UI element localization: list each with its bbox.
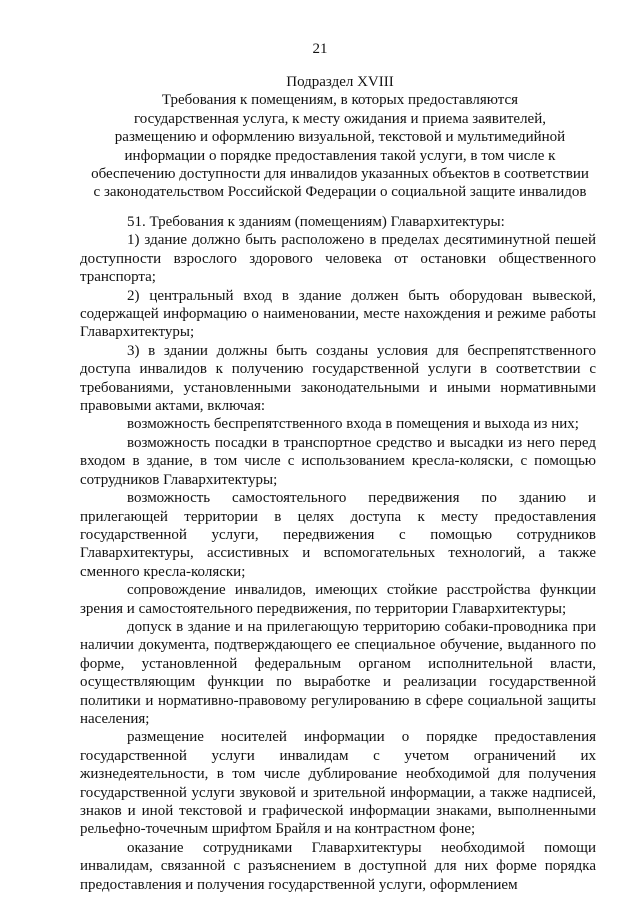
sub-item: сопровождение инвалидов, имеющих стойкие расстройства функции зрения и самостоятельного передвижения, по территории Главархитектуры; (80, 582, 596, 617)
sub-item: размещение носителей информации о порядке предоставления государственной услуги инвалидам с учетом ограничений их жизнедеятельности, в том числе дублирование необходимой для получения государственной услуги звуковой и зрительной информации, а также надписей, знаков и иной текстовой и графической информации знаками, выполненными рельефно-точечным шрифтом Брайля и на контрастном фоне; (80, 729, 596, 838)
list-item: 1) здание должно быть расположено в пределах десятиминутной пешей доступности взрослого здорового человека от остановки общественного транспорта; (80, 232, 596, 286)
sub-item: возможность самостоятельного передвижения по зданию и прилегающей территории в целях доступа к месту предоставления государственной услуги, передвижения с помощью сотрудников Главархитектуры, ассистивных и вспомогательных технологий, а также сменного кресла-коляски; (80, 490, 596, 580)
list-item: 3) в здании должны быть созданы условия для беспрепятственного доступа инвалидов к получению государственной услуги в соответствии с требованиями, установленными законодательными и иными нормативными правовыми актами, включая: (80, 342, 596, 415)
header-line: Требования к помещениям, в которых предоставляются (161, 92, 519, 109)
header-line: размещению и оформлению визуальной, текстовой и мультимедийной (114, 129, 566, 146)
clause-heading: 51. Требования к зданиям (помещениям) Главархитектуры: (127, 214, 505, 230)
sub-item: возможность беспрепятственного входа в помещения и выхода из них; (127, 416, 579, 433)
list-item: 2) центральный вход в здание должен быть оборудован вывеской, содержащей информацию о наименовании, месте нахождения и режиме работы Главархитектуры; (80, 287, 596, 341)
sub-item: допуск в здание и на прилегающую территорию собаки-проводника при наличии документа, подтверждающего ее специальное обучение, выданного по форме, установленной федеральным органом исполнительной власти, осуществляющим функции по выработке и реализации государственной политики и нормативно-правовому регулированию в сфере социальной защиты населения; (80, 618, 596, 727)
header-line: с законодательством Российской Федерации о социальной защите инвалидов (93, 184, 587, 201)
subsection-title: Подраздел XVIII (286, 74, 394, 90)
sub-item: оказание сотрудниками Главархитектуры необходимой помощи инвалидам, связанной с разъяснением в доступной для них форме порядка предоставления и получения государственной услуги, оформлением (80, 839, 596, 893)
section-header (80, 73, 600, 202)
sub-item: возможность посадки в транспортное средство и высадки из него перед входом в здание, в том числе с использованием кресла-коляски, с помощью сотрудников Главархитектуры; (80, 434, 596, 488)
body-text (80, 213, 596, 894)
header-line: государственная услуга, к месту ожидания и приема заявителей, (134, 110, 546, 127)
page-number: 21 (312, 41, 328, 57)
header-line: обеспечению доступности для инвалидов указанных объектов в соответствии (91, 166, 589, 183)
header-line: информации о порядке предоставления такой услуги, в том числе к (124, 147, 556, 164)
